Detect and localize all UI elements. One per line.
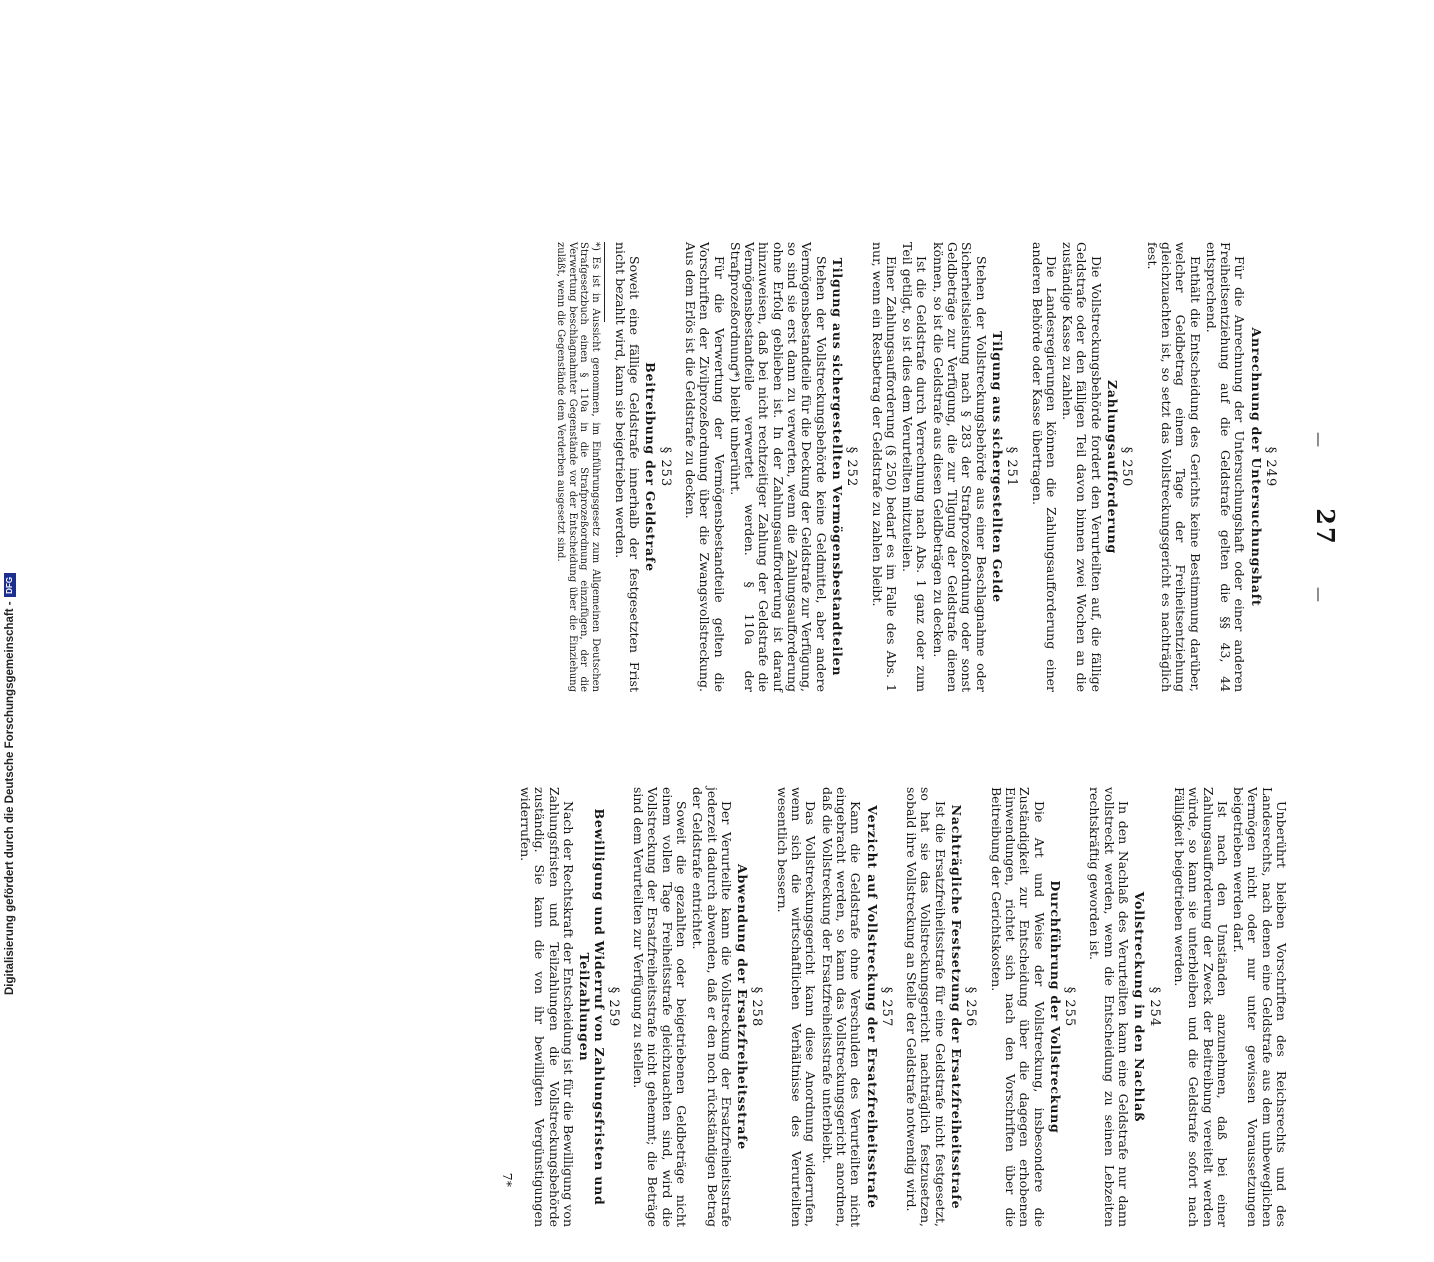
section-heading: [1132, 787, 1162, 1227]
section-heading: [1105, 242, 1135, 692]
footnote-rule: [604, 242, 605, 322]
header-dash-left: —: [1310, 432, 1328, 447]
paragraph: Ist nach den Umständen anzunehmen, daß bei einer Zahlungsaufforderung der Zweck der Beitreibung vereitelt werden würde, so kann sie unterbleiben und die Geldstrafe sofort nach Fälligkeit beigetrieben werden.: [1171, 787, 1230, 1227]
section-title: Nachträgliche Festsetzung der Ersatzfreiheitsstrafe: [949, 804, 965, 1210]
right-column: [499, 787, 1288, 1227]
paragraph: Einer Zahlungsaufforderung (§ 250) bedarf es im Falle des Abs. 1 nur, wenn ein Restbetrag der Geldstrafe zu zahlen bleibt.: [869, 242, 899, 692]
paragraph: Soweit die gezahlten oder beigetriebenen Geldbeträge nicht einem vollen Tage Freiheitsstrafe gleichzuachten sind, wird die Vollstreckung der Ersatzfreiheitsstrafe nicht gehemmt; die Beträge sind dem Verurteilten zur Verfügung zu stellen.: [631, 787, 690, 1227]
section-heading: [1048, 787, 1078, 1227]
section-title: Beitreibung der Geldstrafe: [643, 362, 659, 572]
paragraph: Die Vollstreckungsbehörde fordert den Verurteilten auf, die fällige Geldstrafe oder den fälligen Teil davon binnen zwei Wochen an die zuständige Kasse zu zahlen.: [1060, 242, 1104, 692]
section-number: § 251: [1004, 446, 1020, 488]
section-number: § 252: [844, 446, 860, 488]
paragraph: Kann die Geldstrafe ohne Verschulden des Verurteilten nicht eingebracht werden, so kann das Vollstreckungsgericht anordnen, daß die Vollstreckung der Ersatzfreiheitsstrafe unterbleibt.: [819, 787, 864, 1227]
section-heading: [735, 787, 765, 1227]
paragraph: Für die Anrechnung der Untersuchungshaft oder einer anderen Freiheitsentziehung auf die Geldstrafe gelten die §§ 43, 44 entsprechend.: [1203, 242, 1248, 692]
signature-mark: 7*: [499, 1172, 515, 1187]
paragraph: Enthält die Entscheidung des Gerichts keine Bestimmung darüber, welcher Geldbetrag einem Tage der Freiheitsentziehung gleichzuachten ist, so setzt das Vollstreckungsgericht es nachträglich fest.: [1144, 242, 1203, 692]
page-header: [1300, 262, 1340, 1262]
paragraph: Stehen der Vollstreckungsbehörde keine Geldmittel, aber andere Vermögensbestandteile für die Deckung der Geldstrafe zur Verfügung, so sind sie erst dann zu verwerten, wenn die Zahlungsaufforderung ohne Erfolg geblieben ist. In der Zahlungsaufforderung ist darauf hinzuweisen, daß bei nicht rechtzeitiger Zahlung der Geldstrafe die Vermögensbestandteile verwertet werden. § 110a der Strafprozeßordnung*) bleibt unberührt.: [727, 242, 829, 692]
paragraph: Stehen der Vollstreckungsbehörde aus einer Beschlagnahme oder Sicherheitsleistung nach § 283 der Strafprozeßordnung oder sonst Geldbeträge zur Verfügung, die zur Tilgung der Geldstrafe dienen können, so ist die Geldstrafe aus diesen Geldbeträgen zu decken.: [930, 242, 989, 692]
section-heading: [864, 787, 894, 1227]
section-number: § 259: [605, 986, 621, 1028]
section-heading: [577, 787, 621, 1227]
paragraph: Für die Verwertung der Vermögensbestandteile gelten die Vorschriften der Zivilprozeßordnung über die Zwangsvollstreckung. Aus dem Erlös ist die Geldstrafe zu decken.: [683, 242, 727, 692]
section-title: Verzicht auf Vollstreckung der Ersatzfreiheitsstrafe: [864, 805, 880, 1209]
section-title: Tilgung aus sichergestellten Gelde: [989, 331, 1005, 603]
section-number: § 249: [1263, 446, 1278, 488]
section-number: § 253: [657, 446, 673, 488]
rotated-printed-page: [215, 242, 1340, 1262]
footnote: *) Es ist in Aussicht genommen, im Einführungsgesetz zum Allgemeinen Deutschen Strafgesetzbuch einen § 110a in die Strafprozeßordnung einzufügen, der die Verwertung beschlagnahmter Gegenstände vor der Entscheidung über die Einziehung zuläßt, wenn die Gegenstände dem Verderben ausgesetzt sind.: [555, 242, 601, 692]
page-number: 27: [1311, 508, 1340, 546]
section-heading: [643, 242, 673, 692]
digitization-credit: [4, 0, 16, 995]
credit-text: Digitalisierung gefördert durch die Deutsche Forschungsgemeinschaft -: [4, 601, 16, 995]
paragraph: Ist die Ersatzfreiheitsstrafe für eine Geldstrafe nicht festgesetzt, so hat sie das Vollstreckungsgericht nachträglich festzusetzen, sobald ihre Vollstreckung an Stelle der Geldstrafe notwendig wird.: [904, 787, 948, 1227]
section-number: § 256: [963, 986, 979, 1028]
section-title: Bewilligung und Widerruf von Zahlungsfristen und Teilzahlungen: [577, 808, 607, 1206]
paragraph: Unberührt bleiben Vorschriften des Reichsrechts und des Landesrechts, nach denen eine Geldstrafe aus dem unbeweglichen Vermögen nicht oder nur unter gewissen Voraussetzungen beigetrieben werden darf.: [1231, 787, 1289, 1227]
paragraph: In den Nachlaß des Verurteilten kann eine Geldstrafe nur dann vollstreckt werden, wenn die Entscheidung zu seinen Lebzeiten rechtskräftig geworden ist.: [1087, 787, 1132, 1227]
paragraph: Die Art und Weise der Vollstreckung, insbesondere die Zuständigkeit zur Entscheidung über die dagegen erhobenen Einwendungen, richtet sich nach den Vorschriften über die Beitreibung der Gerichtskosten.: [988, 787, 1047, 1227]
section-heading: [990, 242, 1020, 692]
section-number: § 257: [878, 986, 894, 1028]
section-number: § 255: [1062, 986, 1078, 1028]
paragraph: Die Landesregierungen können die Zahlungsaufforderung einer anderen Behörde oder Kasse übertragen.: [1029, 242, 1059, 692]
section-number: § 254: [1146, 986, 1162, 1028]
paragraph: Der Verurteilte kann die Vollstreckung der Ersatzfreiheitsstrafe jederzeit dadurch abwenden, daß er den noch rückständigen Betrag der Geldstrafe entrichtet.: [690, 787, 734, 1227]
section-heading: [949, 787, 979, 1227]
section-number: § 250: [1119, 446, 1135, 488]
paragraph: Ist die Geldstrafe durch Verrechnung nach Abs. 1 ganz oder zum Teil getilgt, so ist dies dem Verurteilten mitzuteilen.: [900, 242, 930, 692]
paragraph: Das Vollstreckungsgericht kann diese Anordnung widerrufen, wenn sich die wirtschaftlichen Verhältnisse des Verurteilten wesentlich bessern.: [774, 787, 819, 1227]
dfg-logo: DFG: [4, 573, 16, 597]
section-heading: [1248, 242, 1278, 692]
section-title: Vollstreckung in den Nachlaß: [1132, 891, 1148, 1123]
left-column: [555, 242, 1288, 692]
section-title: Tilgung aus sichergestellten Vermögensbestandteilen: [829, 257, 845, 677]
section-title: Abwendung der Ersatzfreiheitsstrafe: [735, 863, 751, 1151]
paragraph: Nach der Rechtskraft der Entscheidung ist für die Bewilligung von Zahlungsfristen und Teilzahlungen die Vollstreckungsbehörde zuständig. Sie kann die von ihr bewilligten Vergünstigungen widerrufen.: [518, 787, 576, 1227]
header-dash-right: —: [1310, 587, 1328, 602]
paragraph: Soweit eine fällige Geldstrafe innerhalb der festgesetzten Frist nicht bezahlt wird, kann sie beigetrieben werden.: [612, 242, 643, 692]
section-title: Anrechnung der Untersuchungshaft: [1248, 327, 1264, 607]
section-title: Durchführung der Vollstreckung: [1047, 880, 1063, 1134]
section-title: Zahlungsaufforderung: [1105, 379, 1121, 555]
section-number: § 258: [749, 986, 765, 1028]
section-heading: [830, 242, 860, 692]
